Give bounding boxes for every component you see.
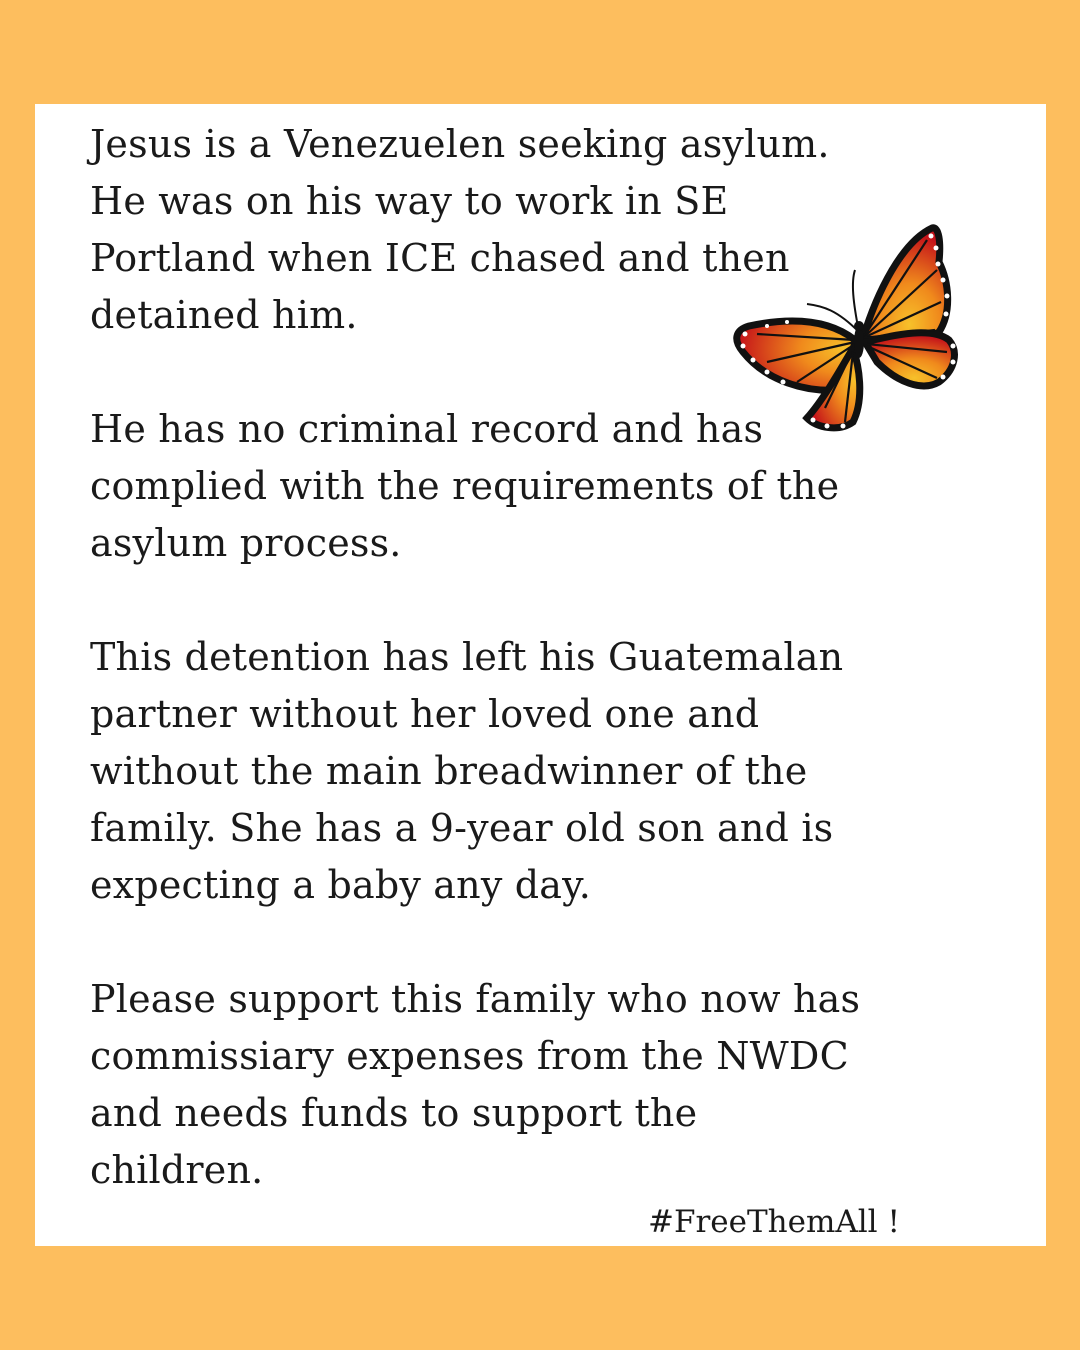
- text-line: commissiary expenses from the NWDC: [90, 1034, 849, 1078]
- message-card: [35, 104, 1046, 1246]
- text-line: He has no criminal record and has: [90, 407, 764, 451]
- text-line: expecting a baby any day.: [90, 863, 592, 907]
- text-line: This detention has left his Guatemalan: [90, 635, 844, 679]
- hashtag-label: #FreeThemAll !: [648, 1204, 900, 1240]
- text-line: He was on his way to work in SE: [90, 179, 729, 223]
- text-line: complied with the requirements of the: [90, 464, 840, 508]
- text-line: detained him.: [90, 293, 358, 337]
- paragraph-4: [90, 971, 950, 1199]
- text-line: children.: [90, 1148, 264, 1192]
- monarch-butterfly-icon: [727, 222, 967, 437]
- text-line: partner without her loved one and: [90, 692, 760, 736]
- text-line: asylum process.: [90, 521, 402, 565]
- text-line: family. She has a 9-year old son and is: [90, 806, 834, 850]
- text-line: Portland when ICE chased and then: [90, 236, 790, 280]
- paragraph-3: [90, 629, 950, 914]
- text-line: without the main breadwinner of the: [90, 749, 808, 793]
- text-line: Jesus is a Venezuelen seeking asylum.: [90, 122, 830, 166]
- text-line: and needs funds to support the: [90, 1091, 698, 1135]
- text-line: Please support this family who now has: [90, 977, 861, 1021]
